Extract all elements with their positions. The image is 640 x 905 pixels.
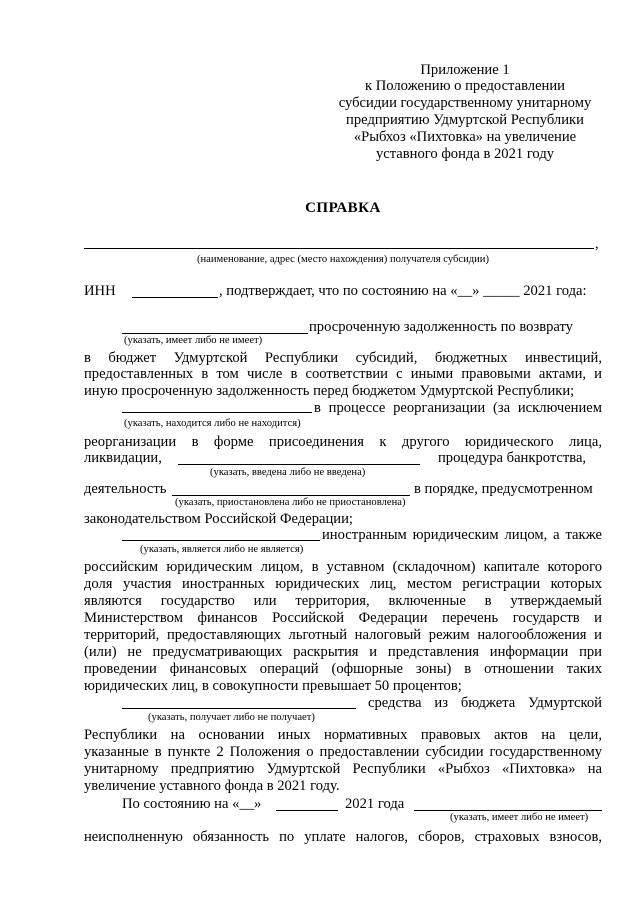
item2-line-3-end: процедура банкротства, [438, 450, 587, 466]
item4-line-2: Республики на основании иных нормативных правовых актов на цели, [84, 727, 602, 743]
item2-blank-line [122, 412, 312, 413]
item2-tail: в процессе реорганизации (за исключением [314, 400, 602, 416]
inn-text: , подтверждает, что по состоянию на «__» _____ 2021 года: [219, 283, 587, 299]
item5-blank-line-2 [414, 810, 602, 811]
item5-blank-line-1 [276, 810, 338, 811]
appendix-line-3: субсидии государственному унитарному [338, 95, 592, 111]
item5-middle: 2021 года [345, 796, 405, 812]
inn-label: ИНН [84, 283, 116, 299]
inn-blank-line [132, 297, 218, 298]
item2-caption: (указать, находится либо не находится) [124, 418, 301, 429]
item4-blank-line [122, 708, 356, 709]
item3-line-2: российским юридическим лицом, в уставном (складочном) капитале которого [84, 559, 602, 575]
item2-caption-2: (указать, введена либо не введена) [210, 467, 366, 478]
item1-tail [309, 319, 601, 335]
item1-caption: (указать, имеет либо не имеет) [124, 335, 263, 346]
item3-line-8: проведении финансовых операций (офшорные зоны) в отношении таких [84, 661, 602, 677]
appendix-line-6: уставного фонда в 2021 году [375, 146, 555, 162]
item5-start: По состоянию на «__» [122, 796, 262, 812]
item2-blank-line-2 [178, 464, 420, 465]
item4-line-4: унитарному предприятию Удмуртской Республики «Рыбхоз «Пихтовка» на [84, 761, 602, 777]
appendix-line-2: к Положению о предоставлении [365, 78, 565, 94]
recipient-comma: , [595, 236, 599, 252]
item1-line-3: предоставленных в том числе в соответствии с иными правовыми актами, и [84, 366, 602, 382]
item5-line-2: неисполненную обязанность по уплате налогов, сборов, страховых взносов, [84, 829, 602, 845]
item4-line-5: увеличение уставного фонда в 2021 году. [84, 778, 340, 794]
item3-line-4: являются государство или территория, включенные в утверждаемый [84, 593, 602, 609]
item1-blank-line [122, 333, 308, 334]
item3-line-7: (или) не предусматривающих раскрытия и представления информации при [84, 644, 602, 660]
item3-line-6: территорий, предоставляющих льготный налоговый режим налогообложения и [84, 627, 602, 643]
item1-tail-text: просроченную задолженность по возврату [309, 319, 573, 335]
item2-line-2: реорганизации в форме присоединения к другого юридического лица, [84, 434, 602, 450]
item4-line-3: указанные в пункте 2 Положения о предоставлении субсидии государственному [84, 744, 602, 760]
document-title: СПРАВКА [305, 200, 381, 216]
item3-caption: (указать, является либо не является) [140, 544, 304, 555]
item5-caption: (указать, имеет либо не имеет) [450, 812, 589, 823]
item3-blank-line [122, 540, 320, 541]
item2-line-5: законодательством Российской Федерации; [84, 511, 353, 527]
item4-tail: средства из бюджета Удмуртской [368, 695, 602, 711]
recipient-blank-line [84, 248, 594, 249]
appendix-line-4: предприятию Удмуртской Республики [346, 112, 584, 128]
item3-tail: иностранным юридическим лицом, а также [322, 527, 602, 543]
item3-line-9: юридических лиц, в совокупности превышает 50 процентов; [84, 678, 462, 694]
item2-line-4-start: деятельность [84, 481, 167, 497]
item3-line-3: доля участия иностранных юридических лиц, местом регистрации которых [84, 576, 602, 592]
appendix-line-1: Приложение 1 [420, 62, 510, 78]
item1-line-4: иную просроченную задолженность перед бюджетом Удмуртской Республики; [84, 383, 575, 399]
recipient-caption: (наименование, адрес (место нахождения) получателя субсидии) [196, 254, 490, 265]
item2-blank-line-3 [172, 495, 410, 496]
item1-line-2: в бюджет Удмуртской Республики субсидий, бюджетных инвестиций, [84, 350, 602, 366]
item3-line-5: Министерством финансов Российской Федерации перечень государств и [84, 610, 602, 626]
item2-line-4-end: в порядке, предусмотренном [414, 481, 593, 497]
item2-caption-3: (указать, приостановлена либо не приостановлена) [175, 497, 406, 508]
item4-caption: (указать, получает либо не получает) [148, 712, 315, 723]
item2-line-3-start: ликвидации, [84, 450, 162, 466]
appendix-line-5: «Рыбхоз «Пихтовка» на увеличение [353, 129, 577, 145]
